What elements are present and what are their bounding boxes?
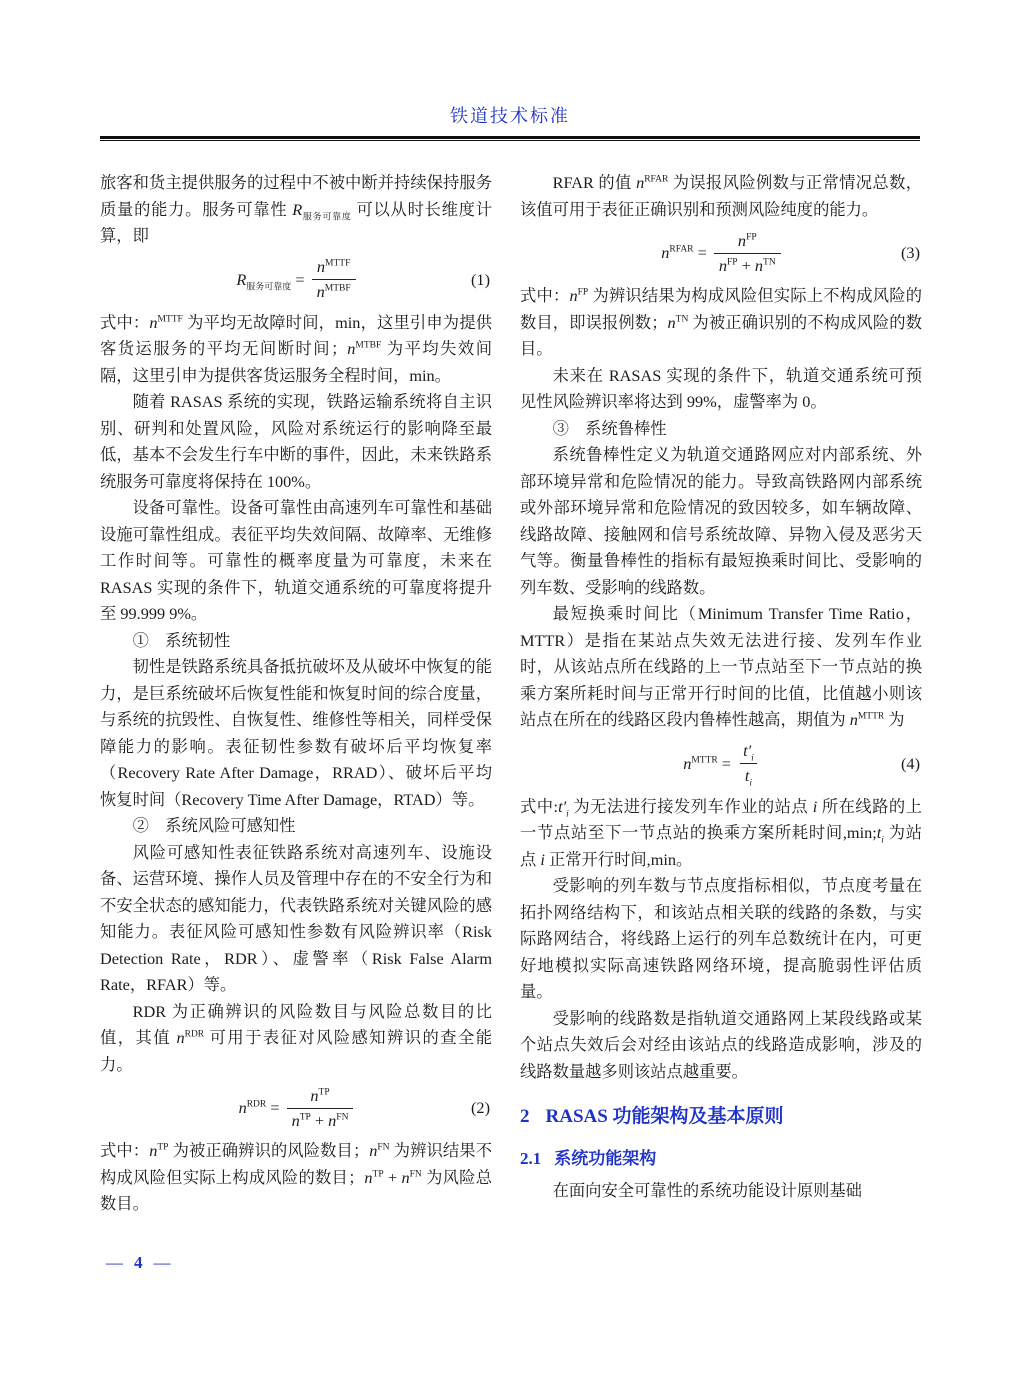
left-column	[100, 170, 492, 1218]
paragraph: 韧性是铁路系统具备抵抗破坏及从破坏中恢复的能力，是巨系统破坏后恢复性能和恢复时间的综合度量，与系统的抗毁性、自恢复性、维修性等相关，同样受保障能力的影响。表征韧性参数有破坏后平均恢复率（Recovery Rate After Damage，RRAD）、破坏后平均恢复时间（Recovery Time After Damage，RTAD）等。	[100, 657, 492, 809]
paragraph: 随着 RASAS 系统的实现，铁路运输系统将自主识别、研判和处置风险，风险对系统运行的影响降至最低，基本不会发生行车中断的事件，因此，未来铁路系统服务可靠度将保持在 100%。	[100, 392, 492, 491]
footer-dash-left: —	[106, 1253, 123, 1272]
paragraph: 在面向安全可靠性的系统功能设计原则基础	[552, 1180, 862, 1200]
paragraph: 旅客和货主提供服务的过程中不被中断并持续保持服务质量的能力。服务可靠性 $R_{服务可靠度}$ 可以从时长维度计算，即	[100, 173, 492, 245]
paragraph: 最短换乘时间比（Minimum Transfer Time Ratio，MTTR）是指在某站点失效无法进行接、发列车作业时，从该站点所在线路的上一节点站至下一节点站的换乘方案所耗时间与正常开行时间的比值，比值越小则该站点在所在的线路区段内鲁棒性越高，期值为 $n^{MTTR}$ 为	[520, 604, 922, 729]
equation-body: $n^{RDR}$ = $\frac{n^{TP}}{n^{TP} + n^{FN}}$	[239, 1086, 354, 1130]
equation-body: $R_{服务可靠度}$ = $\frac{n^{MTTF}}{n^{MTBF}}$	[236, 257, 355, 301]
equation-body: $n^{MTTR}$ = $\frac{t'_i}{t_i}$	[683, 741, 759, 785]
article-body	[100, 170, 922, 1218]
page-footer	[106, 1253, 171, 1273]
paragraph: 风险可感知性表征铁路系统对高速列车、设施设备、运营环境、操作人员及管理中存在的不安全行为和不安全状态的感知能力，代表铁路系统对关键风险的感知能力。表征风险可感知性参数有风险辨识率（Risk Detection Rate，RDR）、虚警率（Risk False Alarm Rate，RFAR）等。	[100, 842, 492, 994]
paragraph: 受影响的线路数是指轨道交通路网上某段线路或某个站点失效后会对经由该站点的线路造成影响，涉及的线路数量越多则该站点越重要。	[520, 1008, 922, 1081]
heading-number: 2.1	[520, 1148, 542, 1168]
heading-text: 系统功能架构	[554, 1148, 657, 1168]
paragraph: 未来在 RASAS 实现的条件下，轨道交通系统可预见性风险辨识率将达到 99%，虚警率为 0。	[520, 365, 922, 411]
paragraph: RFAR 的值 $n^{RFAR}$ 为误报风险例数与正常情况总数，该值可用于表征正确识别和预测风险纯度的能力。	[520, 173, 922, 219]
equation-body: $n^{RFAR}$ = $\frac{n^{FP}}{n^{FP} + n^{TN}}$	[661, 231, 780, 275]
numbered-item: ① 系统韧性	[132, 630, 231, 650]
fraction: $\frac{n^{TP}}{n^{TP} + n^{FN}}$	[287, 1086, 354, 1130]
equation-number: (1)	[471, 269, 490, 289]
equation	[100, 253, 492, 307]
equation	[520, 226, 922, 280]
footer-dash-right: —	[153, 1253, 171, 1272]
equation-number: (2)	[471, 1098, 490, 1118]
equation-number: (4)	[901, 753, 920, 773]
heading-number: 2	[520, 1106, 530, 1127]
paragraph: 式中$:t'_i$ 为无法进行接发列车作业的站点 i 所在线路的上一节点站至下一节点站的换乘方案所耗时间$,\min;t_i$ 为站点 i 正常开行时间,min。	[520, 796, 922, 869]
paragraph: 式中：$n^{FP}$ 为辨识结果为构成风险但实际上不构成风险的数目，即误报例数；$n^{TN}$ 为被正确识别的不构成风险的数目。	[520, 286, 922, 358]
numbered-item: ③ 系统鲁棒性	[552, 418, 667, 438]
heading-text: RASAS 功能架构及基本原则	[545, 1106, 784, 1127]
equation-number: (3)	[901, 243, 920, 263]
section-heading	[520, 1105, 922, 1130]
paragraph: RDR 为正确辨识的风险数目与风险总数目的比值，其值 $n^{RDR}$ 可用于表征对风险感知辨识的查全能力。	[100, 1001, 492, 1074]
subsection-heading	[520, 1148, 922, 1170]
paragraph: 式中：$n^{TP}$ 为被正确辨识的风险数目；$n^{FN}$ 为辨识结果不构成风险但实际上构成风险的数目；$n^{TP} + n^{FN}$ 为风险总数目。	[100, 1141, 492, 1213]
fraction: $\frac{n^{MTTF}}{n^{MTBF}}$	[312, 257, 356, 301]
header-rule	[100, 136, 920, 141]
journal-header-title: 铁道技术标准	[450, 106, 570, 126]
equation	[520, 737, 922, 791]
fraction: $\frac{t'_i}{t_i}$	[738, 741, 759, 785]
paragraph: 受影响的列车数与节点度指标相似，节点度考量在拓扑网络结构下，和该站点相关联的线路的条数，与实际路网结合，将线路上运行的列车总数统计在内，可更好地模拟实际高速铁路网络环境，提高脆弱性评估质量。	[520, 876, 922, 1001]
paragraph: 设备可靠性。设备可靠性由高速列车可靠性和基础设施可靠性组成。表征平均失效间隔、故障率、无维修工作时间等。可靠性的概率度量为可靠度，未来在 RASAS 实现的条件下，轨道交通系统的可靠度将提升至 99.999 9%。	[100, 498, 492, 623]
fraction: $\frac{n^{FP}}{n^{FP} + n^{TN}}$	[714, 231, 781, 275]
right-column	[520, 170, 922, 1218]
paragraph: 系统鲁棒性定义为轨道交通路网应对内部系统、外部环境异常和危险情况的能力。导致高铁路网内部系统或外部环境异常和危险情况的致因较多，如车辆故障、线路故障、接触网和信号系统故障、异物入侵及恶劣天气等。衡量鲁棒性的指标有最短换乘时间比、受影响的列车数、受影响的线路数。	[520, 445, 922, 597]
equation	[100, 1081, 492, 1135]
paragraph: 式中：$n^{MTTF}$ 为平均无故障时间，min，这里引申为提供客货运服务的平均无间断时间；$n^{MTBF}$ 为平均失效间隔，这里引申为提供客货运服务全程时间，min。	[100, 312, 492, 385]
page-number: 4	[134, 1253, 143, 1272]
numbered-item: ② 系统风险可感知性	[132, 816, 296, 835]
